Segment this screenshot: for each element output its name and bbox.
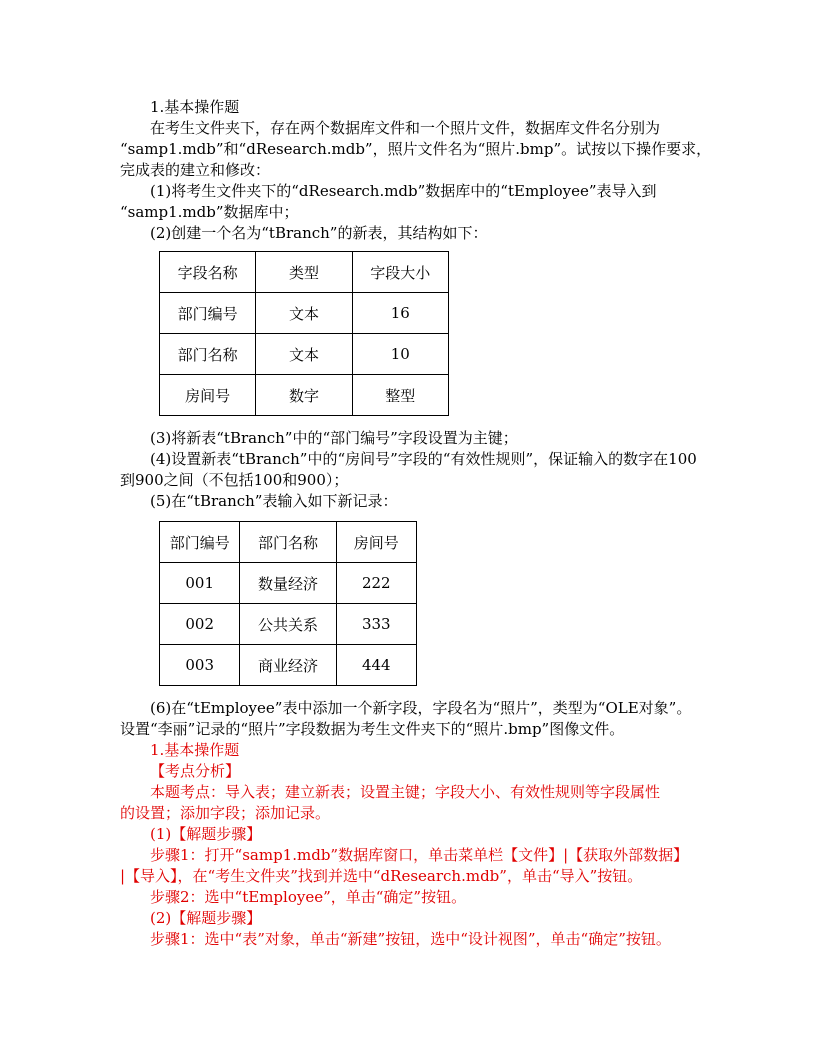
answer-heading: 1.基本操作题 xyxy=(150,741,240,759)
solution-1-step-1-line-1: 步骤1：打开“samp1.mdb”数据库窗口，单击菜单栏【文件】|【获取外部数据】 xyxy=(150,846,689,864)
step-6-line-2: 设置“李丽”记录的“照片”字段数据为考生文件夹下的“照片.bmp”图像文件。 xyxy=(120,720,625,738)
table-row xyxy=(160,334,449,375)
solution-2-title: (2)【解题步骤】 xyxy=(150,909,262,927)
table-cell: 001 xyxy=(160,563,240,604)
table-cell: 公共关系 xyxy=(240,604,336,645)
table-cell: 文本 xyxy=(256,293,352,334)
solution-1-step-1-line-2: |【导入】，在“考生文件夹”找到并选中“dResearch.mdb”，单击“导入”按钮。 xyxy=(120,867,643,885)
step-5-line: (5)在“tBranch”表输入如下新记录： xyxy=(150,492,398,510)
table-row xyxy=(160,375,449,416)
intro-line-3: 完成表的建立和修改： xyxy=(120,161,271,179)
step-4-line-2: 到900之间（不包括100和900）； xyxy=(120,471,349,489)
table-header-row xyxy=(160,252,449,293)
table-cell: 商业经济 xyxy=(240,645,336,686)
table-records xyxy=(159,521,417,686)
table-cell: 10 xyxy=(352,334,448,375)
step-6-line-1: (6)在“tEmployee”表中添加一个新字段，字段名为“照片”，类型为“OLE对象”。 xyxy=(150,699,692,717)
table-row xyxy=(160,645,417,686)
table-row xyxy=(160,604,417,645)
step-4-line-1: (4)设置新表“tBranch”中的“房间号”字段的“有效性规则”，保证输入的数字在100 xyxy=(150,450,697,468)
table-cell: 222 xyxy=(336,563,416,604)
solution-1-title: (1)【解题步骤】 xyxy=(150,825,262,843)
table-structure xyxy=(159,251,449,416)
table-cell: 文本 xyxy=(256,334,352,375)
step-2-line: (2)创建一个名为“tBranch”的新表，其结构如下： xyxy=(150,224,488,242)
solution-2-step-1: 步骤1：选中“表”对象，单击“新建”按钮，选中“设计视图”，单击“确定”按钮。 xyxy=(150,930,671,948)
table-row xyxy=(160,293,449,334)
table-row xyxy=(160,563,417,604)
table-header-cell: 房间号 xyxy=(336,522,416,563)
table-header-cell: 字段名称 xyxy=(160,252,256,293)
solution-1-step-2: 步骤2：选中“tEmployee”，单击“确定”按钮。 xyxy=(150,888,467,906)
table-cell: 房间号 xyxy=(160,375,256,416)
step-1-line-1: (1)将考生文件夹下的“dResearch.mdb”数据库中的“tEmployee”表导入到 xyxy=(150,182,657,200)
table-cell: 数字 xyxy=(256,375,352,416)
intro-line-2: “samp1.mdb”和“dResearch.mdb”，照片文件名为“照片.bmp”。试按以下操作要求， xyxy=(120,140,712,158)
table-cell: 333 xyxy=(336,604,416,645)
table-cell: 003 xyxy=(160,645,240,686)
table-header-cell: 部门名称 xyxy=(240,522,336,563)
table-cell: 部门编号 xyxy=(160,293,256,334)
table-cell: 部门名称 xyxy=(160,334,256,375)
analysis-line-1: 本题考点：导入表；建立新表；设置主键；字段大小、有效性规则等字段属性 xyxy=(150,783,661,801)
table-header-cell: 类型 xyxy=(256,252,352,293)
analysis-line-2: 的设置；添加字段；添加记录。 xyxy=(120,804,331,822)
table-header-cell: 部门编号 xyxy=(160,522,240,563)
intro-line-1: 在考生文件夹下，存在两个数据库文件和一个照片文件，数据库文件名分别为 xyxy=(150,119,661,137)
step-1-line-2: “samp1.mdb”数据库中； xyxy=(120,203,299,221)
table-cell: 数量经济 xyxy=(240,563,336,604)
step-3-line: (3)将新表“tBranch”中的“部门编号”字段设置为主键； xyxy=(150,429,518,447)
question-heading: 1.基本操作题 xyxy=(150,98,240,116)
table-cell: 002 xyxy=(160,604,240,645)
table-cell: 444 xyxy=(336,645,416,686)
table-header-cell: 字段大小 xyxy=(352,252,448,293)
analysis-title: 【考点分析】 xyxy=(150,762,241,780)
table-cell: 16 xyxy=(352,293,448,334)
table-cell: 整型 xyxy=(352,375,448,416)
table-header-row xyxy=(160,522,417,563)
